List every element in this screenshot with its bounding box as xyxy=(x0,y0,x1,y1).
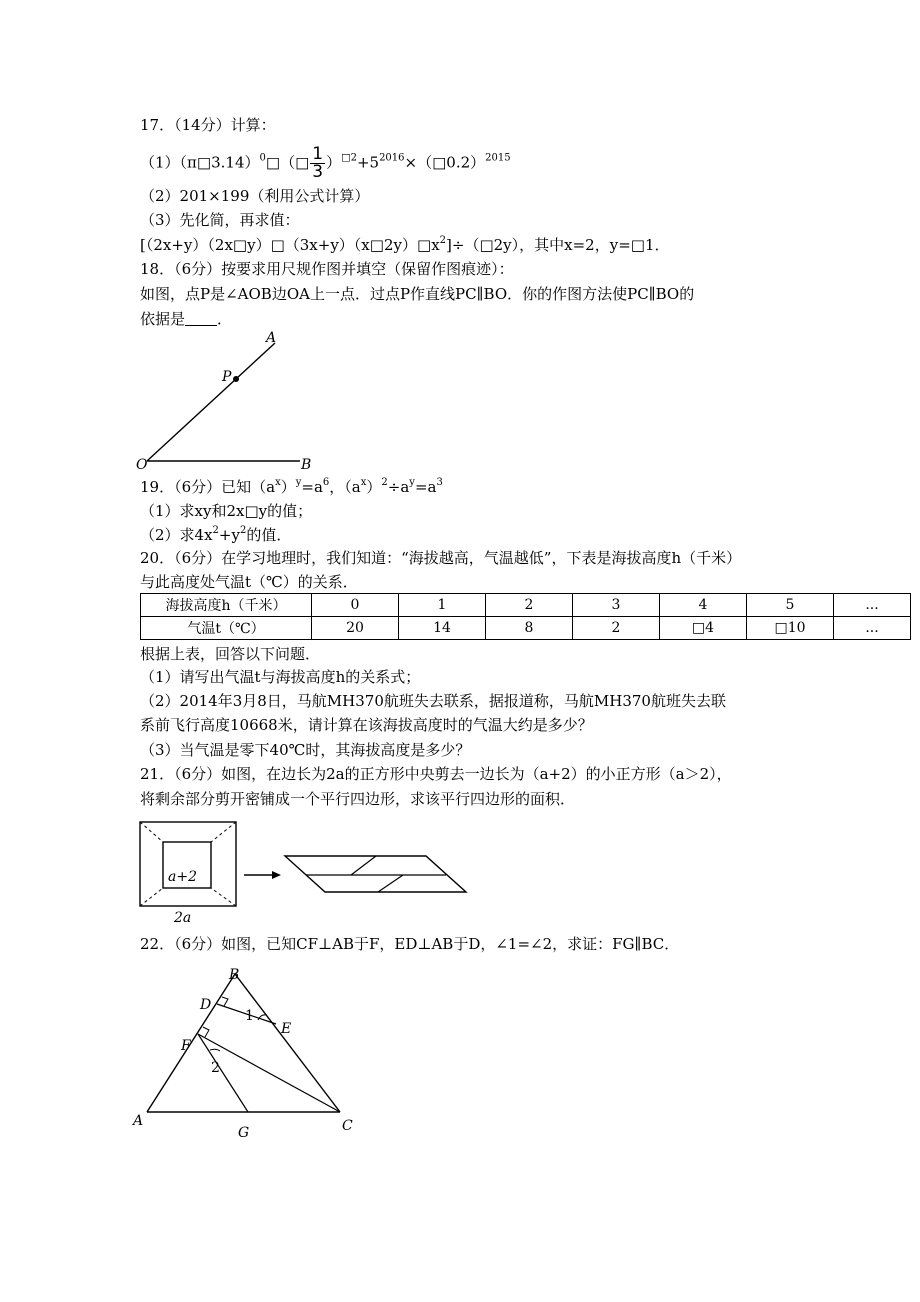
q17-part1: （1）（π□3.14）$^0$□（□ $\frac{1}{3}$ ）$^{□2}+5^{2016}\times(□0.2)^{2015}$ xyxy=(140,144,511,182)
table-cell: 3 xyxy=(573,594,660,617)
table-cell: ... xyxy=(834,594,911,617)
table-cell: 2 xyxy=(573,617,660,640)
label-a: A xyxy=(133,1113,144,1129)
label-a: A xyxy=(266,330,277,346)
table-cell: □10 xyxy=(747,617,834,640)
table-cell: 2 xyxy=(486,594,573,617)
q18-text1: 如图，点P是∠AOB边OA上一点．过点P作直线PC∥BO．你的作图方法使PC∥BO的 xyxy=(140,285,695,303)
q20-after: 根据上表，回答以下问题． xyxy=(140,645,321,663)
label-f: F xyxy=(181,1038,191,1054)
table-cell: 5 xyxy=(747,594,834,617)
q19-part2: （2）求$4x^2+y^2$的值． xyxy=(140,525,292,544)
q17-title: 17．（14分）计算： xyxy=(140,116,276,134)
table-cell: 4 xyxy=(660,594,747,617)
fraction-one-third: $\frac{1}{3}$ xyxy=(312,144,324,182)
label-d: D xyxy=(200,997,212,1013)
table-header-cell: 气温t（℃） xyxy=(141,617,312,640)
table-cell: 14 xyxy=(399,617,486,640)
q20-part1: （1）请写出气温t与海拔高度h的关系式； xyxy=(140,668,421,686)
label-b: B xyxy=(301,457,312,473)
q17-part3: （3）先化简，再求值： xyxy=(140,211,300,229)
inner-side-label: a+2 xyxy=(168,869,197,885)
q21-title2: 将剩余部分剪开密铺成一个平行四边形，求该平行四边形的面积． xyxy=(140,790,576,808)
label-e: E xyxy=(281,1021,292,1037)
q17-part2: （2）201×199（利用公式计算） xyxy=(140,187,370,205)
label-c: C xyxy=(342,1118,353,1134)
q20-title: 20．（6分）在学习地理时，我们知道：“海拔越高，气温越低”，下表是海拔高度h（千米） xyxy=(140,549,742,567)
q18-text2: 依据是 ． xyxy=(140,310,233,328)
square-to-parallelogram-figure xyxy=(138,818,478,928)
angle-2-label: 2 xyxy=(211,1060,220,1076)
table-header-cell: 海拔高度h（千米） xyxy=(141,594,312,617)
point-p xyxy=(233,376,239,382)
answer-blank xyxy=(185,311,217,326)
q20-part2a: （2）2014年3月8日，马航MH370航班失去联系，据报道称，马航MH370航班失去联 xyxy=(140,692,726,710)
q19-part1: （1）求xy和2x□y的值； xyxy=(140,502,313,520)
triangle-abc-figure xyxy=(130,962,370,1142)
table-cell: 1 xyxy=(399,594,486,617)
table-cell: □4 xyxy=(660,617,747,640)
label-b: B xyxy=(229,967,240,983)
q20-title2: 与此高度处气温t（℃）的关系． xyxy=(140,573,358,591)
q19-title: 19．（6分）已知$(a^x)^y=a^6$，$(a^x)^2\div a^y=a^3$ xyxy=(140,477,443,496)
q21-title1: 21．（6分）如图，在边长为2a的正方形中央剪去一边长为（a+2）的小正方形（a＞2）， xyxy=(140,765,732,783)
q20-part2b: 系前飞行高度10668米，请计算在该海拔高度时的气温大约是多少？ xyxy=(140,716,593,734)
table-row xyxy=(141,594,911,617)
q20-part3: （3）当气温是零下40℃时，其海拔高度是多少？ xyxy=(140,741,471,759)
label-g: G xyxy=(238,1125,250,1141)
label-o: O xyxy=(136,457,148,473)
table-row xyxy=(141,617,911,640)
q22-title: 22．（6分）如图，已知CF⊥AB于F，ED⊥AB于D，∠1=∠2，求证：FG∥BC． xyxy=(140,935,680,953)
angle-1-label: 1 xyxy=(245,1008,254,1024)
outer-side-label: 2a xyxy=(174,910,192,926)
table-cell: ... xyxy=(834,617,911,640)
table-cell: 20 xyxy=(312,617,399,640)
altitude-temperature-table xyxy=(140,593,911,640)
label-p: P xyxy=(222,369,232,385)
angle-aob-figure xyxy=(130,325,330,475)
table-cell: 8 xyxy=(486,617,573,640)
table-cell: 0 xyxy=(312,594,399,617)
arrow-right-icon xyxy=(272,871,281,879)
q17-expression: $[(2x+y)(2x□y)□(3x+y)(x□2y)□x^2]\div(□2y)$，其中x=2，y=□1． xyxy=(140,235,670,254)
q18-title: 18．（6分）按要求用尺规作图并填空（保留作图痕迹）： xyxy=(140,260,514,278)
